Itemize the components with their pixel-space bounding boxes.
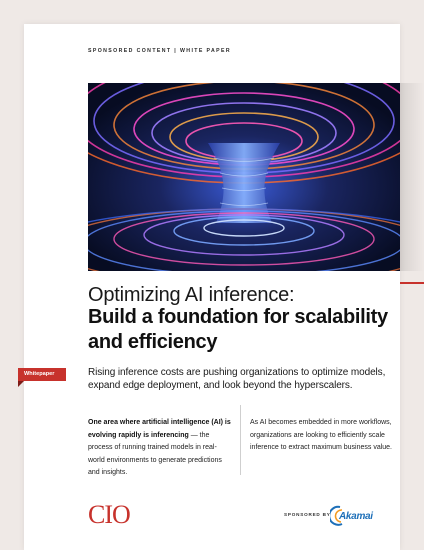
subtitle: Rising inference costs are pushing organizations to optimize models, expand edge deployment, and look beyond the hyperscalers. [88,367,386,391]
title-line-1: Optimizing AI inference: [88,284,295,306]
body-left-column [88,417,233,480]
title-line-2: Build a foundation for scalability and efficiency [88,306,388,353]
sponsored-by-label: SPONSORED BY [284,512,331,517]
whitepaper-tag: Whitepaper [18,368,66,381]
tag-fold [18,381,24,387]
body-left-rest: — the process of running trained models in real-world environments to generate predictions and insights. [88,431,222,476]
akamai-wordmark: Akamai [339,511,373,522]
accent-bar [400,282,424,284]
body-left-lead: One area where artificial intelligence (AI) is evolving rapidly is inferencing [88,419,231,439]
header-kicker: SPONSORED CONTENT | WHITE PAPER [88,48,232,54]
hero-image [88,83,400,271]
hero-shadow [400,83,424,271]
body-right-column: As AI becomes embedded in more workflows, organizations are looking to efficiently scale inference to extract maximum business value. [250,419,393,451]
cio-logo: CIO [88,500,130,529]
column-divider [240,405,241,475]
